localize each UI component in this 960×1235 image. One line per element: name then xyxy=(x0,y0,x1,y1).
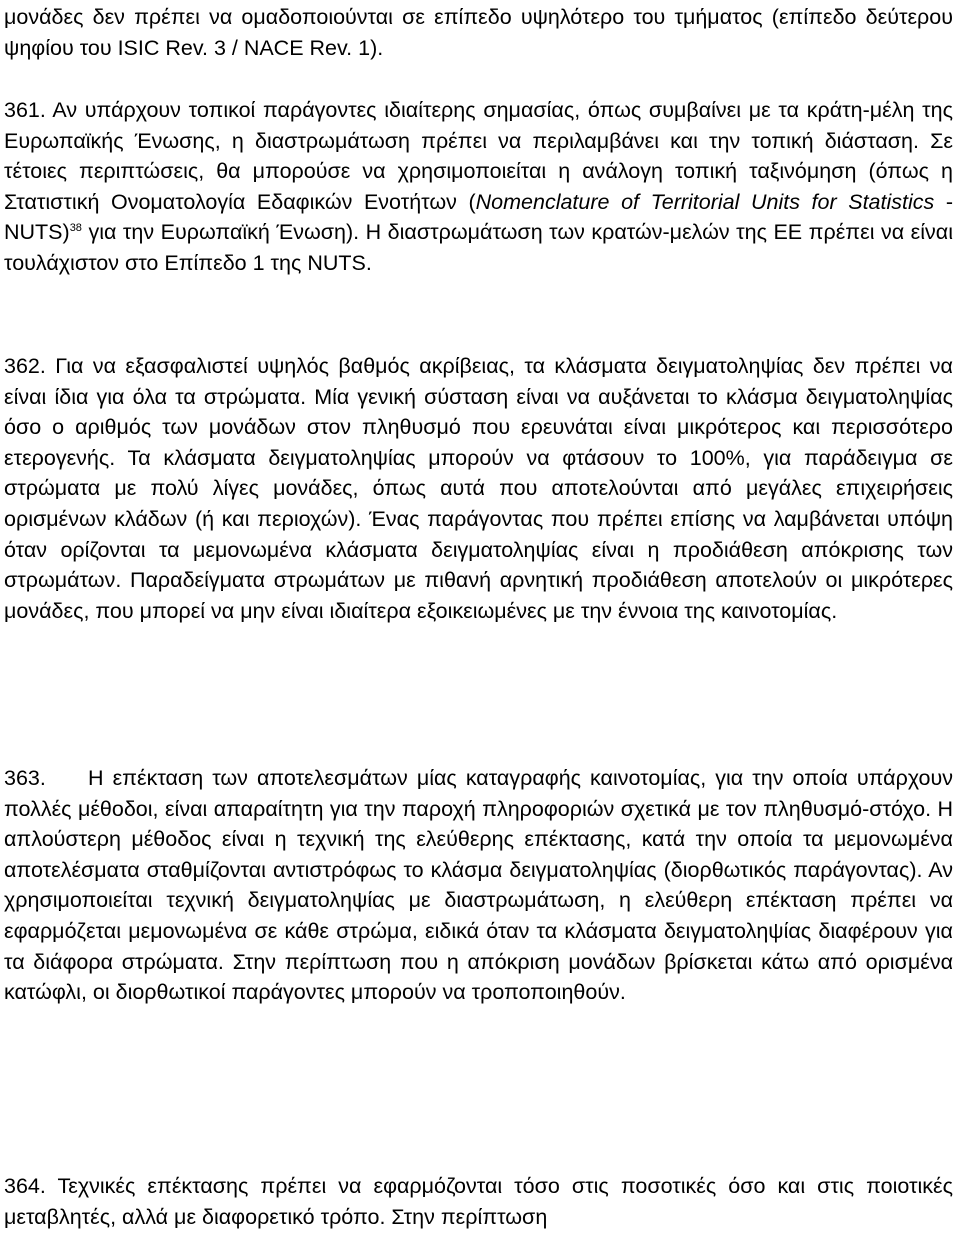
paragraph-361 xyxy=(4,95,953,279)
paragraph-363 xyxy=(4,763,953,1008)
footnote-marker[interactable]: 38 xyxy=(69,222,82,235)
paragraph-362 xyxy=(4,351,953,626)
paragraph-364 xyxy=(4,1171,953,1232)
paragraph-number: 363. xyxy=(4,766,46,790)
paragraph-continuation xyxy=(4,2,953,63)
paragraph-text: Αν υπάρχουν τοπικοί παράγοντες ιδιαίτερης σημασίας, όπως συμβαίνει με τα κράτη-μέλη της Ευρωπαϊκής Ένωσης, η διαστρωμάτωση πρέπει να περιλαμβάνει και την τοπική διάσταση. Σε τέτοιες περιπτώσεις, θα μπορούσε να χρησιμοποιείται η ανάλογη τοπική ταξινόμηση (όπως η Στατιστική Ονοματολογία Εδαφικών Ενοτήτων ( xyxy=(4,98,953,214)
paragraph-text-italic: Nomenclature of Territorial Units for Statistics xyxy=(475,189,935,214)
paragraph-text: Η επέκταση των αποτελεσμάτων μίας καταγραφής καινοτομίας, για την οποία υπάρχουν πολλές μέθοδοι, είναι απαραίτητη για την παροχή πληροφοριών σχετικά με τον πληθυσμό-στόχο. Η απλούστερη μέθοδος είναι η τεχνική της ελεύθερης επέκτασης, κατά την οποία τα μεμονωμένα αποτελέσματα σταθμίζονται αντιστρόφως το κλάσμα δειγματοληψίας (διορθωτικός παράγοντας). Αν χρησιμοποιείται τεχνική δειγματοληψίας με διαστρωμάτωση, η ελεύθερη επέκταση πρέπει να εφαρμόζεται μεμονωμένα σε κάθε στρώμα, ειδικά όταν τα κλάσματα δειγματοληψίας διαφέρουν για τα διάφορα στρώματα. Στην περίπτωση που η απόκριση μονάδων βρίσκεται κάτω από ορισμένα κατώφλι, οι διορθωτικοί παράγοντες μπορούν να τροποποιηθούν. xyxy=(4,766,953,1005)
paragraph-number: 362. xyxy=(4,354,46,378)
continuation-text: μονάδες δεν πρέπει να ομαδοποιούνται σε επίπεδο υψηλότερο του τμήματος (επίπεδο δεύτερου ψηφίου του ISIC Rev. 3 / NACE Rev. 1). xyxy=(4,5,953,60)
paragraph-text: για την Ευρωπαϊκή Ένωση). Η διαστρωμάτωση των κρατών-μελών της ΕΕ πρέπει να είναι τουλάχιστον στο Επίπεδο 1 της NUTS. xyxy=(4,220,953,275)
paragraph-text: Για να εξασφαλιστεί υψηλός βαθμός ακρίβειας, τα κλάσματα δειγματοληψίας δεν πρέπει να είναι ίδια για όλα τα στρώματα. Μία γενική σύσταση είναι να αυξάνεται το κλάσμα δειγματοληψίας όσο ο αριθμός των μονάδων στον πληθυσμό που ερευνάται είναι μικρότερος και περισσότερο ετερογενής. Τα κλάσματα δειγματοληψίας μπορούν να φτάσουν το 100%, για παράδειγμα σε στρώματα με πολύ λίγες μονάδες, όπως αυτά που αποτελούνται από μεγάλες επιχειρήσεις ορισμένων κλάδων (ή και περιοχών). Ένας παράγοντας που πρέπει επίσης να λαμβάνεται υπόψη όταν ορίζονται τα μεμονωμένα κλάσματα δειγματοληψίας είναι η προδιάθεση απόκρισης των στρωμάτων. Παραδείγματα στρωμάτων με πιθανή αρνητική προδιάθεση αποτελούν οι μικρότερες μονάδες, που μπορεί να μην είναι ιδιαίτερα εξοικειωμένες με την έννοια της καινοτομίας. xyxy=(4,354,953,623)
paragraph-number: 364. xyxy=(4,1174,46,1198)
paragraph-text: - NUTS) xyxy=(4,189,954,245)
paragraph-text: Τεχνικές επέκτασης πρέπει να εφαρμόζονται τόσο στις ποσοτικές όσο και στις ποιοτικές μεταβλητές, αλλά με διαφορετικό τρόπο. Στην περίπτωση xyxy=(4,1174,953,1229)
paragraph-number: 361. xyxy=(4,98,46,122)
